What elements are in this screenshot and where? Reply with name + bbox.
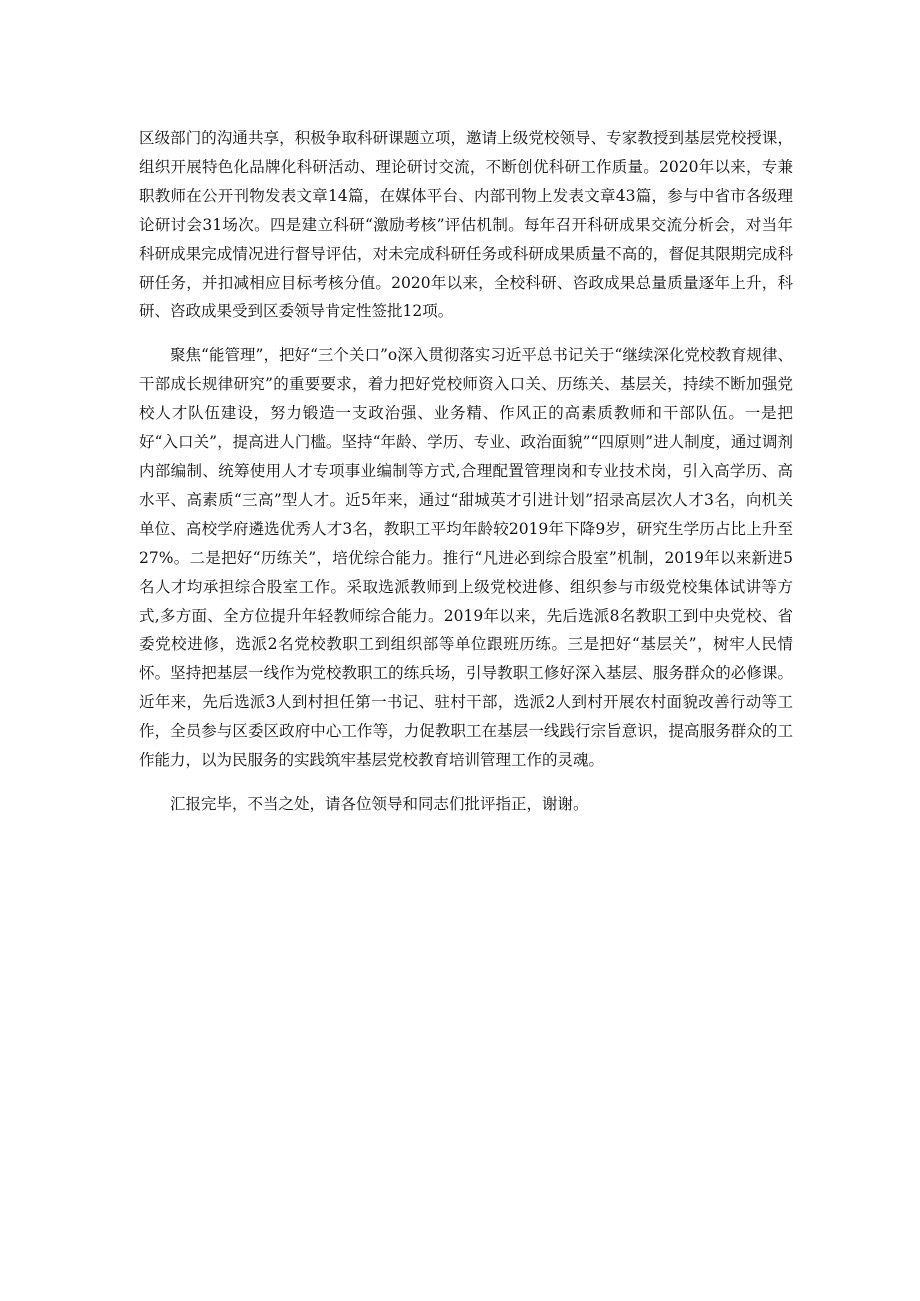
paragraph-research-continued: 区级部门的沟通共享，积极争取科研课题立项，邀请上级党校领导、专家教授到基层党校授课，组织开展特色化品牌化科研活动、理论研讨交流，不断创优科研工作质量。2020年以来，专兼职教师在公开刊物发表文章14篇，在媒体平台、内部刊物上发表文章43篇，参与中省市各级理论研讨会31场次。四是建立科研“激励考核”评估机制。每年召开科研成果交流分析会，对当年科研成果完成情况进行督导评估，对未完成科研任务或科研成果质量不高的，督促其限期完成科研任务，并扣减相应目标考核分值。2020年以来，全校科研、咨政成果总量质量逐年上升，科研、咨政成果受到区委领导肯定性签批12项。 bbox=[139, 129, 793, 321]
document-body bbox=[139, 124, 793, 834]
paragraph-closing: 汇报完毕，不当之处，请各位领导和同志们批评指正，谢谢。 bbox=[170, 794, 589, 813]
paragraph-management: 聚焦“能管理”，把好“三个关口”o深入贯彻落实习近平总书记关于“继续深化党校教育规律、干部成长规律研究”的重要要求，着力把好党校师资入口关、历练关、基层关，持续不断加强党校人才队伍建设，努力锻造一支政治强、业务精、作风正的高素质教师和干部队伍。一是把好“入口关”，提高进人门槛。坚持“年龄、学历、专业、政治面貌”“四原则”进人制度，通过调剂内部编制、统筹使用人才专项事业编制等方式,合理配置管理岗和专业技术岗，引入高学历、高水平、高素质“三高”型人才。近5年来，通过“甜城英才引进计划”招录高层次人才3名，向机关单位、高校学府遴选优秀人才3名，教职工平均年龄较2019年下降9岁，研究生学历占比上升至27%。二是把好“历练关”，培优综合能力。推行“凡进必到综合股室”机制，2019年以来新进5名人才均承担综合股室工作。采取选派教师到上级党校进修、组织参与市级党校集体试讲等方式,多方面、全方位提升年轻教师综合能力。2019年以来，先后选派8名教职工到中央党校、省委党校进修，选派2名党校教职工到组织部等单位跟班历练。三是把好“基层关”，树牢人民情怀。坚持把基层一线作为党校教职工的练兵场，引导教职工修好深入基层、服务群众的必修课。近年来，先后选派3人到村担任第一书记、驻村干部，选派2人到村开展农村面貌改善行动等工作，全员参与区委区政府中心工作等，力促教职工在基层一线践行宗旨意识，提高服务群众的工作能力，以为民服务的实践筑牢基层党校教育培训管理工作的灵魂。 bbox=[139, 346, 793, 770]
